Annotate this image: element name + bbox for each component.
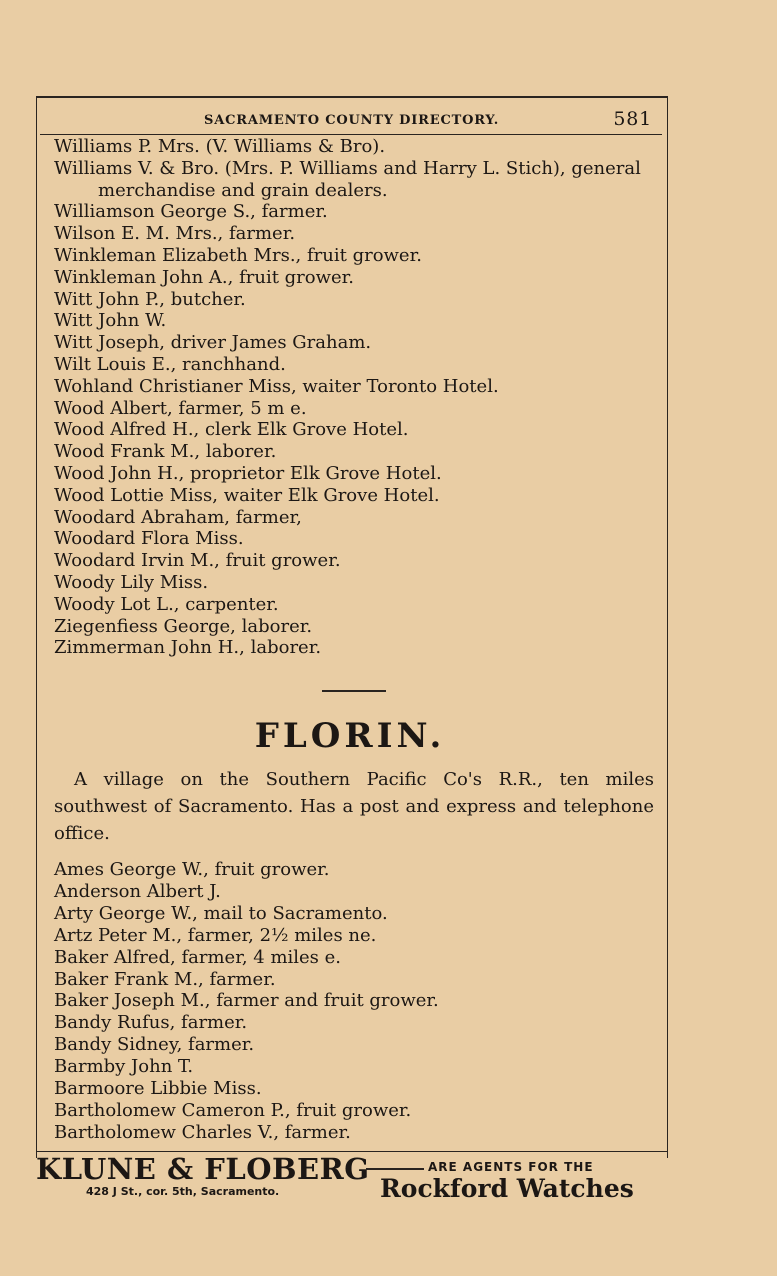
directory-entry: Bartholomew Charles V., farmer.: [54, 1121, 351, 1143]
directory-entry: Winkleman John A., fruit grower.: [54, 266, 355, 288]
directory-entry: Wood Alfred H., clerk Elk Grove Hotel.: [54, 419, 409, 441]
directory-entry: Wood John H., proprietor Elk Grove Hotel.: [54, 462, 442, 484]
directory-entry: Wood Frank M., laborer.: [54, 441, 277, 463]
directory-entry: Wood Albert, farmer, 5 m e.: [54, 397, 307, 419]
section-divider: [322, 690, 386, 692]
directory-entry: Winkleman Elizabeth Mrs., fruit grower.: [54, 244, 422, 266]
section-heading: FLORIN.: [254, 716, 446, 756]
directory-entry: Wilt Louis E., ranchhand.: [54, 353, 286, 375]
directory-entry: Bandy Rufus, farmer.: [54, 1012, 248, 1034]
directory-entry: Bartholomew Cameron P., fruit grower.: [54, 1099, 412, 1121]
directory-entry: Zimmerman John H., laborer.: [54, 637, 322, 659]
directory-entries: [54, 136, 664, 659]
section-description: A village on the Southern Pacific Co's R.R., ten miles southwest of Sacramento. Has a post and express and telephone office.: [54, 769, 654, 844]
top-rule: [36, 96, 668, 98]
directory-entry: Wilson E. M. Mrs., farmer.: [54, 223, 296, 245]
directory-entry: Williams P. Mrs. (V. Williams & Bro).: [54, 136, 386, 157]
directory-entry: Baker Alfred, farmer, 4 miles e.: [54, 946, 342, 968]
directory-entry: Woodard Flora Miss.: [54, 528, 244, 550]
advertisement: [0, 1152, 777, 1212]
directory-entry: Wohland Christianer Miss, waiter Toronto Hotel.: [54, 375, 499, 397]
directory-entry: Artz Peter M., farmer, 2½ miles ne.: [54, 924, 377, 946]
directory-entry: Barmoore Libbie Miss.: [54, 1078, 262, 1100]
ad-firm-name: KLUNE & FLOBERG: [36, 1152, 370, 1186]
directory-entry: Woodard Irvin M., fruit grower.: [54, 550, 341, 572]
directory-entry: Anderson Albert J.: [54, 880, 221, 902]
ad-agents-text: ARE AGENTS FOR THE: [428, 1160, 594, 1174]
directory-entry: Woody Lot L., carpenter.: [54, 593, 279, 615]
page-number: 581: [613, 108, 652, 130]
directory-entry: Witt John W.: [54, 310, 167, 332]
directory-entry: Ames George W., fruit grower.: [54, 859, 330, 880]
directory-entry: Arty George W., mail to Sacramento.: [54, 902, 388, 924]
header-rule: [40, 134, 662, 135]
directory-entry: Witt Joseph, driver James Graham.: [54, 332, 372, 354]
directory-entry: Barmby John T.: [54, 1056, 194, 1078]
directory-entry: Baker Joseph M., farmer and fruit grower.: [54, 990, 439, 1012]
directory-entry: Williamson George S., farmer.: [54, 201, 328, 223]
directory-entry: Wood Lottie Miss, waiter Elk Grove Hotel.: [54, 484, 440, 506]
florin-entries: [54, 859, 654, 1144]
directory-entry: Woodard Abraham, farmer,: [54, 506, 302, 528]
directory-entry: Ziegenfiess George, laborer.: [54, 615, 313, 637]
running-header: [36, 108, 666, 130]
directory-entry: Williams V. & Bro. (Mrs. P. Williams and Harry L. Stich), general merchandise and grain dealers.: [54, 157, 641, 201]
ad-rule: [366, 1168, 424, 1170]
ad-address: 428 J St., cor. 5th, Sacramento.: [86, 1185, 280, 1198]
directory-entry: Baker Frank M., farmer.: [54, 968, 276, 990]
directory-entry: Bandy Sidney, farmer.: [54, 1034, 255, 1056]
directory-entry: Woody Lily Miss.: [54, 571, 209, 593]
ad-brand: Rockford Watches: [380, 1174, 634, 1203]
directory-entry: Witt John P., butcher.: [54, 288, 246, 310]
directory-title: SACRAMENTO COUNTY DIRECTORY.: [204, 113, 500, 128]
